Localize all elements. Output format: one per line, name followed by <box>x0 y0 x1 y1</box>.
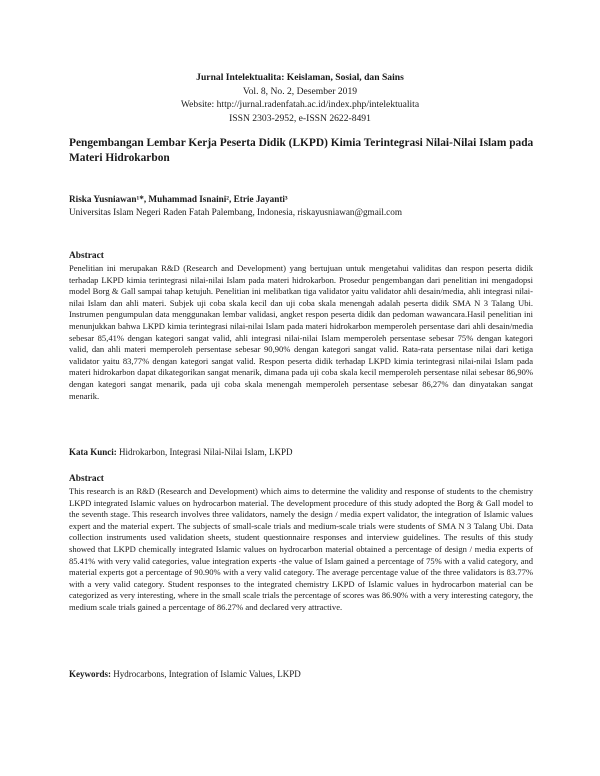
journal-header <box>0 71 600 125</box>
keywords-label: Keywords: <box>69 669 111 679</box>
keywords-text: Hidrokarbon, Integrasi Nilai-Nilai Islam, LKPD <box>116 447 293 457</box>
journal-volume: Vol. 8, No. 2, Desember 2019 <box>242 85 358 97</box>
journal-name: Jurnal Intelektualita: Keislaman, Sosial, dan Sains <box>196 72 404 83</box>
abstract-indonesian <box>69 250 533 402</box>
journal-website: Website: http://jurnal.radenfatah.ac.id/index.php/intelektualita <box>180 99 420 110</box>
abstract-text: Penelitian ini merupakan R&D (Research and Development) yang bertujuan untuk mengetahui validitas dan respon peserta didik terhadap LKPD kimia terintegrasi nilai-nilai Islam pada materi hidrokarbon. Prosedur pengembangan dari penelitian ini mengadopsi model Borg & Gall sampai tahap ketujuh. Penelitian ini melibatkan tiga validator yaitu validator ahli desain/media, ahli integrasi nilai-nilai Islam dan ahli materi. Subjek uji coba skala kecil dan uji coba skala menengah adalah peserta didik SMA N 3 Talang Ubi. Instrumen pengumpulan data menggunakan lembar validasi, angket respon peserta didik dan pedoman wawancara.Hasil penelitian ini menunjukkan bahwa LKPD kimia terintegrasi nilai-nilai Islam pada materi hidrokarbon memperoleh persentase dari ahli desain/media sebesar 85,41% dengan kategori sangat valid, ahli integrasi nilai-nilai Islam memperoleh persentase sebesar 75% dengan kategori valid, dan ahli materi memperoleh persentase sebesar 90,90% dengan kategori sangat valid. Rata-rata persentase nilai dari ketiga validator yaitu 83,77% dengan kategori sangat valid. Respon peserta didik terhadap LKPD kimia terintegrasi nilai-nilai Islam pada materi hidrokarbon dapat dikategorikan sangat menarik, dimana pada uji coba skala kecil memperoleh persentase nilai sebesar 86,90% dengan kategori sangat menarik, pada uji coba skala menengah memperoleh persentase sebesar 86,27% dan dinyatakan sangat menarik. <box>69 263 533 401</box>
abstract-heading: Abstract <box>69 251 104 261</box>
author-block <box>69 193 539 219</box>
keywords-label: Kata Kunci: <box>69 447 117 457</box>
abstract-text: This research is an R&D (Research and Development) which aims to determine the validity and response of students to the chemistry LKPD integrated Islamic values on hydrocarbon material. The development procedure of this study adopted the Borg & Gall model to the seventh stage. This research involves three validators, namely the design / media expert validator, the integration of Islamic values expert and the material expert. The subjects of small-scale trials and medium-scale trials were students of SMA N 3 Talang Ubi. Data collection instruments used validation sheets, student questionnaire responses and interview guidelines. The results of this study showed that LKPD chemically integrated Islamic values on hydrocarbon material obtained a percentage of design / media experts of 85.41% with very valid categories, value integration experts -the value of Islam gained a percentage of 75% with a valid category, and material experts got a percentage of 90.90% with a very valid category. The average percentage value of the three validators is 83.77% with a very valid category. Student responses to the integrated chemistry LKPD of Islamic values in hydrocarbon material can be categorized as very interesting, where in the small scale trials the percentage of scores was 86.90% with a very interesting category, the medium scale trials gained a percentage of 86.27% and declared very attractive. <box>69 486 533 612</box>
keywords-indonesian <box>69 446 539 459</box>
author-names: Riska Yusniawan¹*, Muhammad Isnaini², Etrie Jayanti³ <box>69 194 288 204</box>
abstract-heading: Abstract <box>69 474 104 484</box>
article-title: Pengembangan Lembar Kerja Peserta Didik (LKPD) Kimia Terintegrasi Nilai-Nilai Islam pada Materi Hidrokarbon <box>69 137 534 164</box>
keywords-text: Hydrocarbons, Integration of Islamic Values, LKPD <box>111 669 301 679</box>
author-affiliation: Universitas Islam Negeri Raden Fatah Palembang, Indonesia, riskayusniawan@gmail.com <box>69 207 403 217</box>
keywords-english <box>69 668 539 681</box>
journal-issn: ISSN 2303-2952, e-ISSN 2622-8491 <box>229 112 371 124</box>
abstract-english <box>69 473 533 614</box>
